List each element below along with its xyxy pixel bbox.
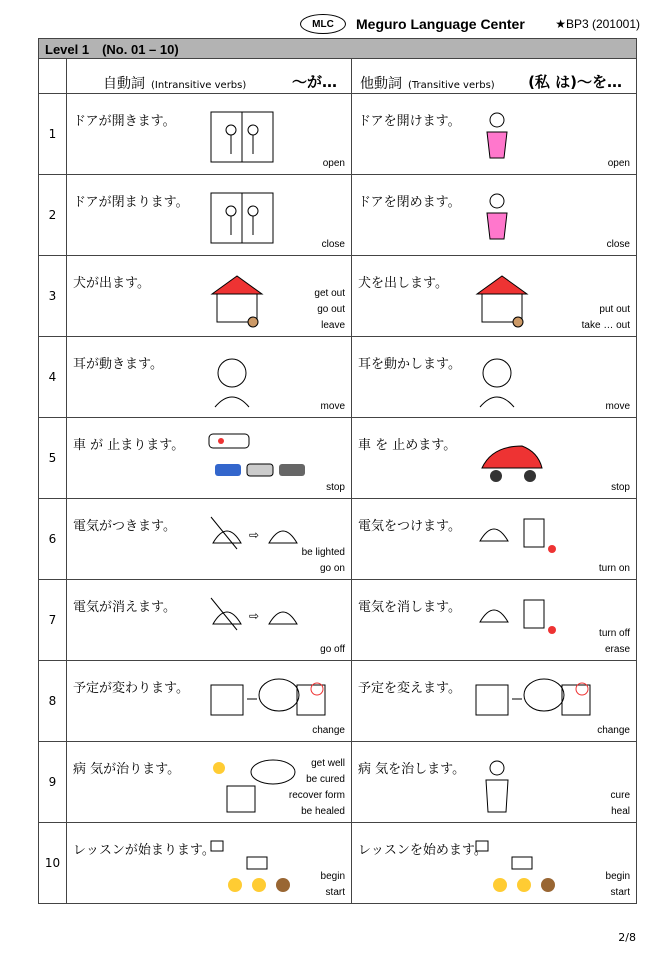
transitive-cell <box>352 499 637 580</box>
english-gloss: move <box>320 401 345 412</box>
transitive-cell <box>352 337 637 418</box>
english-glosses <box>597 723 630 739</box>
japanese-sentence: 病 気が治ります。 <box>73 762 181 777</box>
person-moving-ear-icon <box>472 351 522 413</box>
english-glosses <box>582 302 630 334</box>
english-gloss: move <box>605 401 630 412</box>
english-glosses <box>611 480 630 496</box>
english-gloss: start <box>610 887 630 898</box>
english-glosses <box>320 642 345 658</box>
japanese-sentence: 電気が消えます。 <box>73 600 176 615</box>
face-ear-moving-icon <box>207 351 257 413</box>
transitive-cell <box>352 823 637 904</box>
transitive-cell <box>352 256 637 337</box>
table-row <box>39 256 637 337</box>
english-glosses <box>607 237 630 253</box>
english-glosses <box>608 156 630 172</box>
schedule-changing-icon <box>207 675 327 729</box>
english-gloss: leave <box>321 320 345 331</box>
english-gloss: stop <box>611 482 630 493</box>
english-gloss: be cured <box>306 774 345 785</box>
english-glosses <box>599 561 630 577</box>
japanese-sentence: 犬を出します。 <box>358 276 448 291</box>
transitive-cell <box>352 742 637 823</box>
row-number: 3 <box>39 256 67 337</box>
table-row <box>39 580 637 661</box>
english-glosses <box>321 399 345 415</box>
english-gloss: turn off <box>599 628 630 639</box>
english-gloss: begin <box>605 871 630 882</box>
person-opening-door-icon <box>472 108 522 170</box>
japanese-sentence: 電気をつけます。 <box>358 519 461 534</box>
english-glosses <box>611 788 630 820</box>
teacher-starting-lesson-icon <box>472 837 582 899</box>
row-number: 5 <box>39 418 67 499</box>
japanese-sentence: レッスンを始めます。 <box>358 843 487 858</box>
intransitive-cell <box>67 742 352 823</box>
doctor-curing-icon <box>472 756 522 818</box>
row-number: 10 <box>39 823 67 904</box>
row-number: 1 <box>39 94 67 175</box>
japanese-sentence: 耳が動きます。 <box>73 357 163 372</box>
english-glosses <box>599 626 630 658</box>
intransitive-cell <box>67 499 352 580</box>
english-glosses <box>606 399 630 415</box>
school-name: Meguro Language Center <box>356 16 525 32</box>
english-glosses <box>323 156 345 172</box>
row-number: 4 <box>39 337 67 418</box>
recovering-patient-icon <box>207 756 297 818</box>
dog-leaving-house-icon <box>207 270 267 332</box>
level-label: Level 1 (No. 01 – 10) <box>39 39 637 59</box>
english-gloss: begin <box>320 871 345 882</box>
english-gloss: turn on <box>598 563 630 574</box>
english-gloss: go out <box>317 304 345 315</box>
english-glosses <box>322 237 345 253</box>
english-gloss: start <box>325 887 345 898</box>
japanese-sentence: 病 気を治します。 <box>358 762 466 777</box>
english-gloss: get well <box>311 758 345 769</box>
english-gloss: open <box>322 158 345 169</box>
english-gloss: be healed <box>301 806 345 817</box>
transitive-cell <box>352 175 637 256</box>
transitive-title: 他動詞 <box>360 76 402 92</box>
japanese-sentence: ドアが開きます。 <box>73 114 176 129</box>
english-gloss: close <box>321 239 345 250</box>
row-number: 6 <box>39 499 67 580</box>
english-gloss: get out <box>314 288 345 299</box>
japanese-sentence: ドアを閉めます。 <box>358 195 461 210</box>
intransitive-title: 自動詞 <box>103 76 145 92</box>
english-gloss: go off <box>320 644 345 655</box>
doors-closing-icon <box>207 189 277 251</box>
english-gloss: put out <box>599 304 630 315</box>
intransitive-cell <box>67 580 352 661</box>
english-gloss: be lighted <box>301 547 345 558</box>
intransitive-cell <box>67 418 352 499</box>
english-gloss: take … out <box>581 320 630 331</box>
english-gloss: change <box>312 725 345 736</box>
table-row <box>39 175 637 256</box>
japanese-sentence: レッスンが始まります。 <box>73 843 215 858</box>
japanese-sentence: ドアを開けます。 <box>358 114 461 129</box>
person-changing-schedule-icon <box>472 675 592 729</box>
intransitive-sub: (Intransitive verbs) <box>151 80 247 91</box>
table-row <box>39 337 637 418</box>
svg-text:⇨: ⇨ <box>249 528 260 542</box>
english-gloss: recover form <box>288 790 345 801</box>
table-row <box>39 499 637 580</box>
light-turning-on-icon <box>207 513 307 557</box>
person-closing-door-icon <box>472 189 522 251</box>
japanese-sentence: 電気を消します。 <box>358 600 461 615</box>
japanese-sentence: 予定が変わります。 <box>73 681 189 696</box>
transitive-cell <box>352 661 637 742</box>
english-gloss: go on <box>319 563 345 574</box>
intransitive-cell <box>67 661 352 742</box>
light-turning-off-icon <box>207 594 307 638</box>
switch-on-icon <box>472 513 562 567</box>
english-gloss: stop <box>326 482 345 493</box>
intransitive-header <box>67 59 352 94</box>
person-letting-dog-out-icon <box>472 270 532 332</box>
level-row <box>39 39 637 59</box>
column-header-row <box>39 59 637 94</box>
svg-text:⇨: ⇨ <box>249 609 260 623</box>
english-gloss: open <box>607 158 630 169</box>
english-gloss: heal <box>611 806 630 817</box>
english-glosses <box>302 545 345 577</box>
page-number: 2/8 <box>618 931 636 944</box>
intransitive-cell <box>67 823 352 904</box>
page-header <box>300 12 640 36</box>
english-gloss: erase <box>604 644 630 655</box>
table-row <box>39 742 637 823</box>
table-row <box>39 823 637 904</box>
car-stopping-icon <box>472 432 552 494</box>
table-row <box>39 661 637 742</box>
english-glosses <box>289 756 345 820</box>
transitive-pattern: (私 は)～を… <box>528 73 622 91</box>
traffic-stopping-icon <box>207 432 307 486</box>
english-gloss: cure <box>610 790 630 801</box>
row-number: 8 <box>39 661 67 742</box>
english-gloss: change <box>597 725 630 736</box>
japanese-sentence: 耳を動かします。 <box>358 357 461 372</box>
english-glosses <box>321 869 345 901</box>
japanese-sentence: 車 が 止まります。 <box>73 438 185 453</box>
english-gloss: close <box>606 239 630 250</box>
english-glosses <box>606 869 630 901</box>
document-code: ★BP3 (201001) <box>555 17 640 31</box>
transitive-sub: (Transitive verbs) <box>408 80 495 91</box>
transitive-header <box>352 59 637 94</box>
japanese-sentence: 犬が出ます。 <box>73 276 150 291</box>
row-number: 7 <box>39 580 67 661</box>
switch-off-icon <box>472 594 562 648</box>
intransitive-pattern: ～が… <box>291 73 337 91</box>
english-glosses <box>326 480 345 496</box>
mlc-logo: MLC <box>300 14 346 34</box>
english-glosses <box>314 286 345 334</box>
japanese-sentence: 予定を変えます。 <box>358 681 461 696</box>
table-row <box>39 418 637 499</box>
intransitive-cell <box>67 337 352 418</box>
doors-opening-icon <box>207 108 277 170</box>
japanese-sentence: 車 を 止めます。 <box>358 438 457 453</box>
intransitive-cell <box>67 175 352 256</box>
english-glosses <box>312 723 345 739</box>
intransitive-cell <box>67 94 352 175</box>
lesson-starting-icon <box>207 837 317 899</box>
japanese-sentence: ドアが閉まります。 <box>73 195 189 210</box>
transitive-cell <box>352 94 637 175</box>
transitive-cell <box>352 418 637 499</box>
transitive-cell <box>352 580 637 661</box>
row-number: 2 <box>39 175 67 256</box>
japanese-sentence: 電気がつきます。 <box>73 519 176 534</box>
table-row <box>39 94 637 175</box>
intransitive-cell <box>67 256 352 337</box>
row-number: 9 <box>39 742 67 823</box>
verb-table <box>38 38 637 904</box>
